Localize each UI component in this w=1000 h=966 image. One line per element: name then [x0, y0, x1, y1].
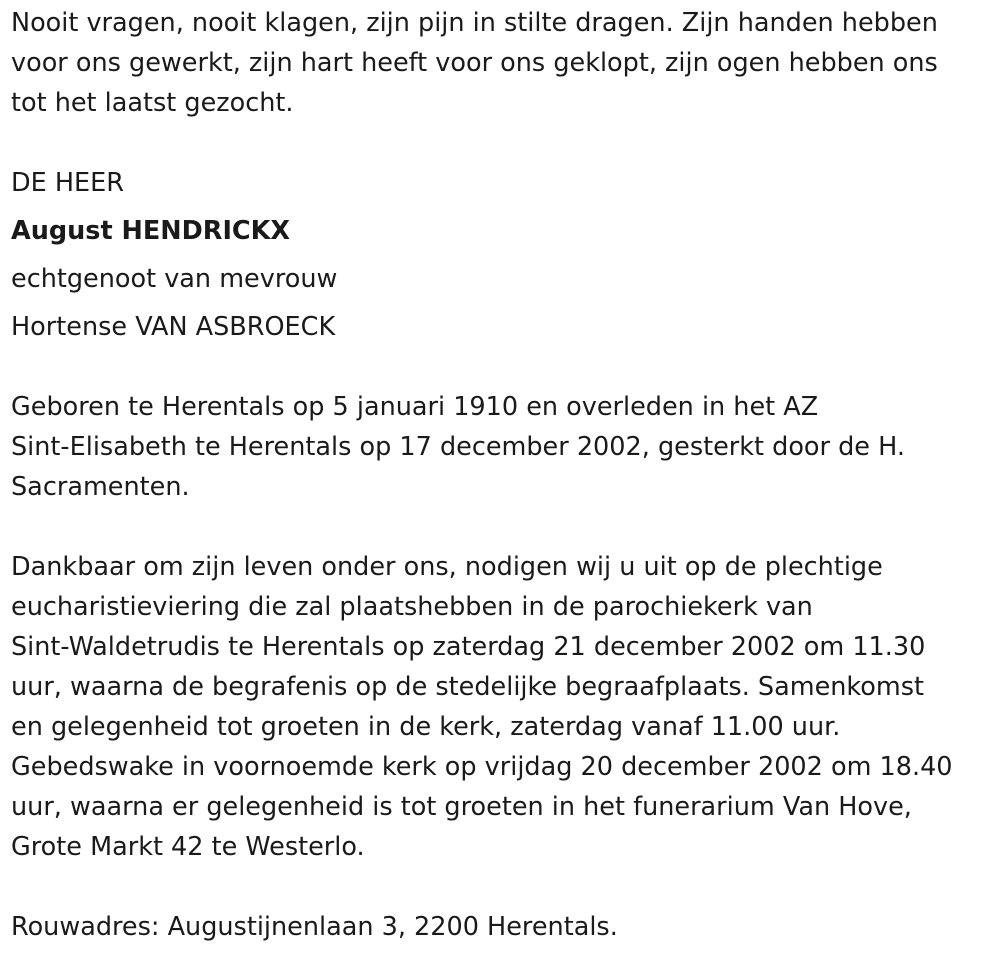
- ceremony-line: uur, waarna de begrafenis op de stedelijke begraafplaats. Samenkomst: [11, 672, 925, 702]
- spouse-name: Hortense VAN ASBROECK: [11, 312, 336, 342]
- ceremony-line: en gelegenheid tot groeten in de kerk, zaterdag vanaf 11.00 uur.: [11, 712, 841, 742]
- mourning-address: Rouwadres: Augustijnenlaan 3, 2200 Herentals.: [11, 912, 618, 942]
- ceremony-line: Sint-Waldetrudis te Herentals op zaterdag 21 december 2002 om 11.30: [11, 632, 926, 662]
- ceremony-line: eucharistieviering die zal plaatshebben in de parochiekerk van: [11, 592, 813, 622]
- deceased-name: August HENDRICKX: [11, 216, 291, 246]
- ceremony-line: uur, waarna er gelegenheid is tot groeten in het funerarium Van Hove,: [11, 792, 912, 822]
- ceremony-line: Dankbaar om zijn leven onder ons, nodigen wij u uit op de plechtige: [11, 552, 883, 582]
- honorific: DE HEER: [11, 168, 124, 198]
- poem-line: Nooit vragen, nooit klagen, zijn pijn in stilte dragen. Zijn handen hebben: [11, 8, 938, 38]
- poem-line: voor ons gewerkt, zijn hart heeft voor ons geklopt, zijn ogen hebben ons: [11, 48, 938, 78]
- poem-line: tot het laatst gezocht.: [11, 88, 294, 118]
- birth-death-line: Geboren te Herentals op 5 januari 1910 en overleden in het AZ: [11, 392, 819, 422]
- birth-death-line: Sint-Elisabeth te Herentals op 17 december 2002, gesterkt door de H.: [11, 432, 905, 462]
- relation: echtgenoot van mevrouw: [11, 264, 338, 294]
- birth-death-line: Sacramenten.: [11, 472, 190, 502]
- ceremony-line: Gebedswake in voornoemde kerk op vrijdag 20 december 2002 om 18.40: [11, 752, 953, 782]
- ceremony-line: Grote Markt 42 te Westerlo.: [11, 832, 365, 862]
